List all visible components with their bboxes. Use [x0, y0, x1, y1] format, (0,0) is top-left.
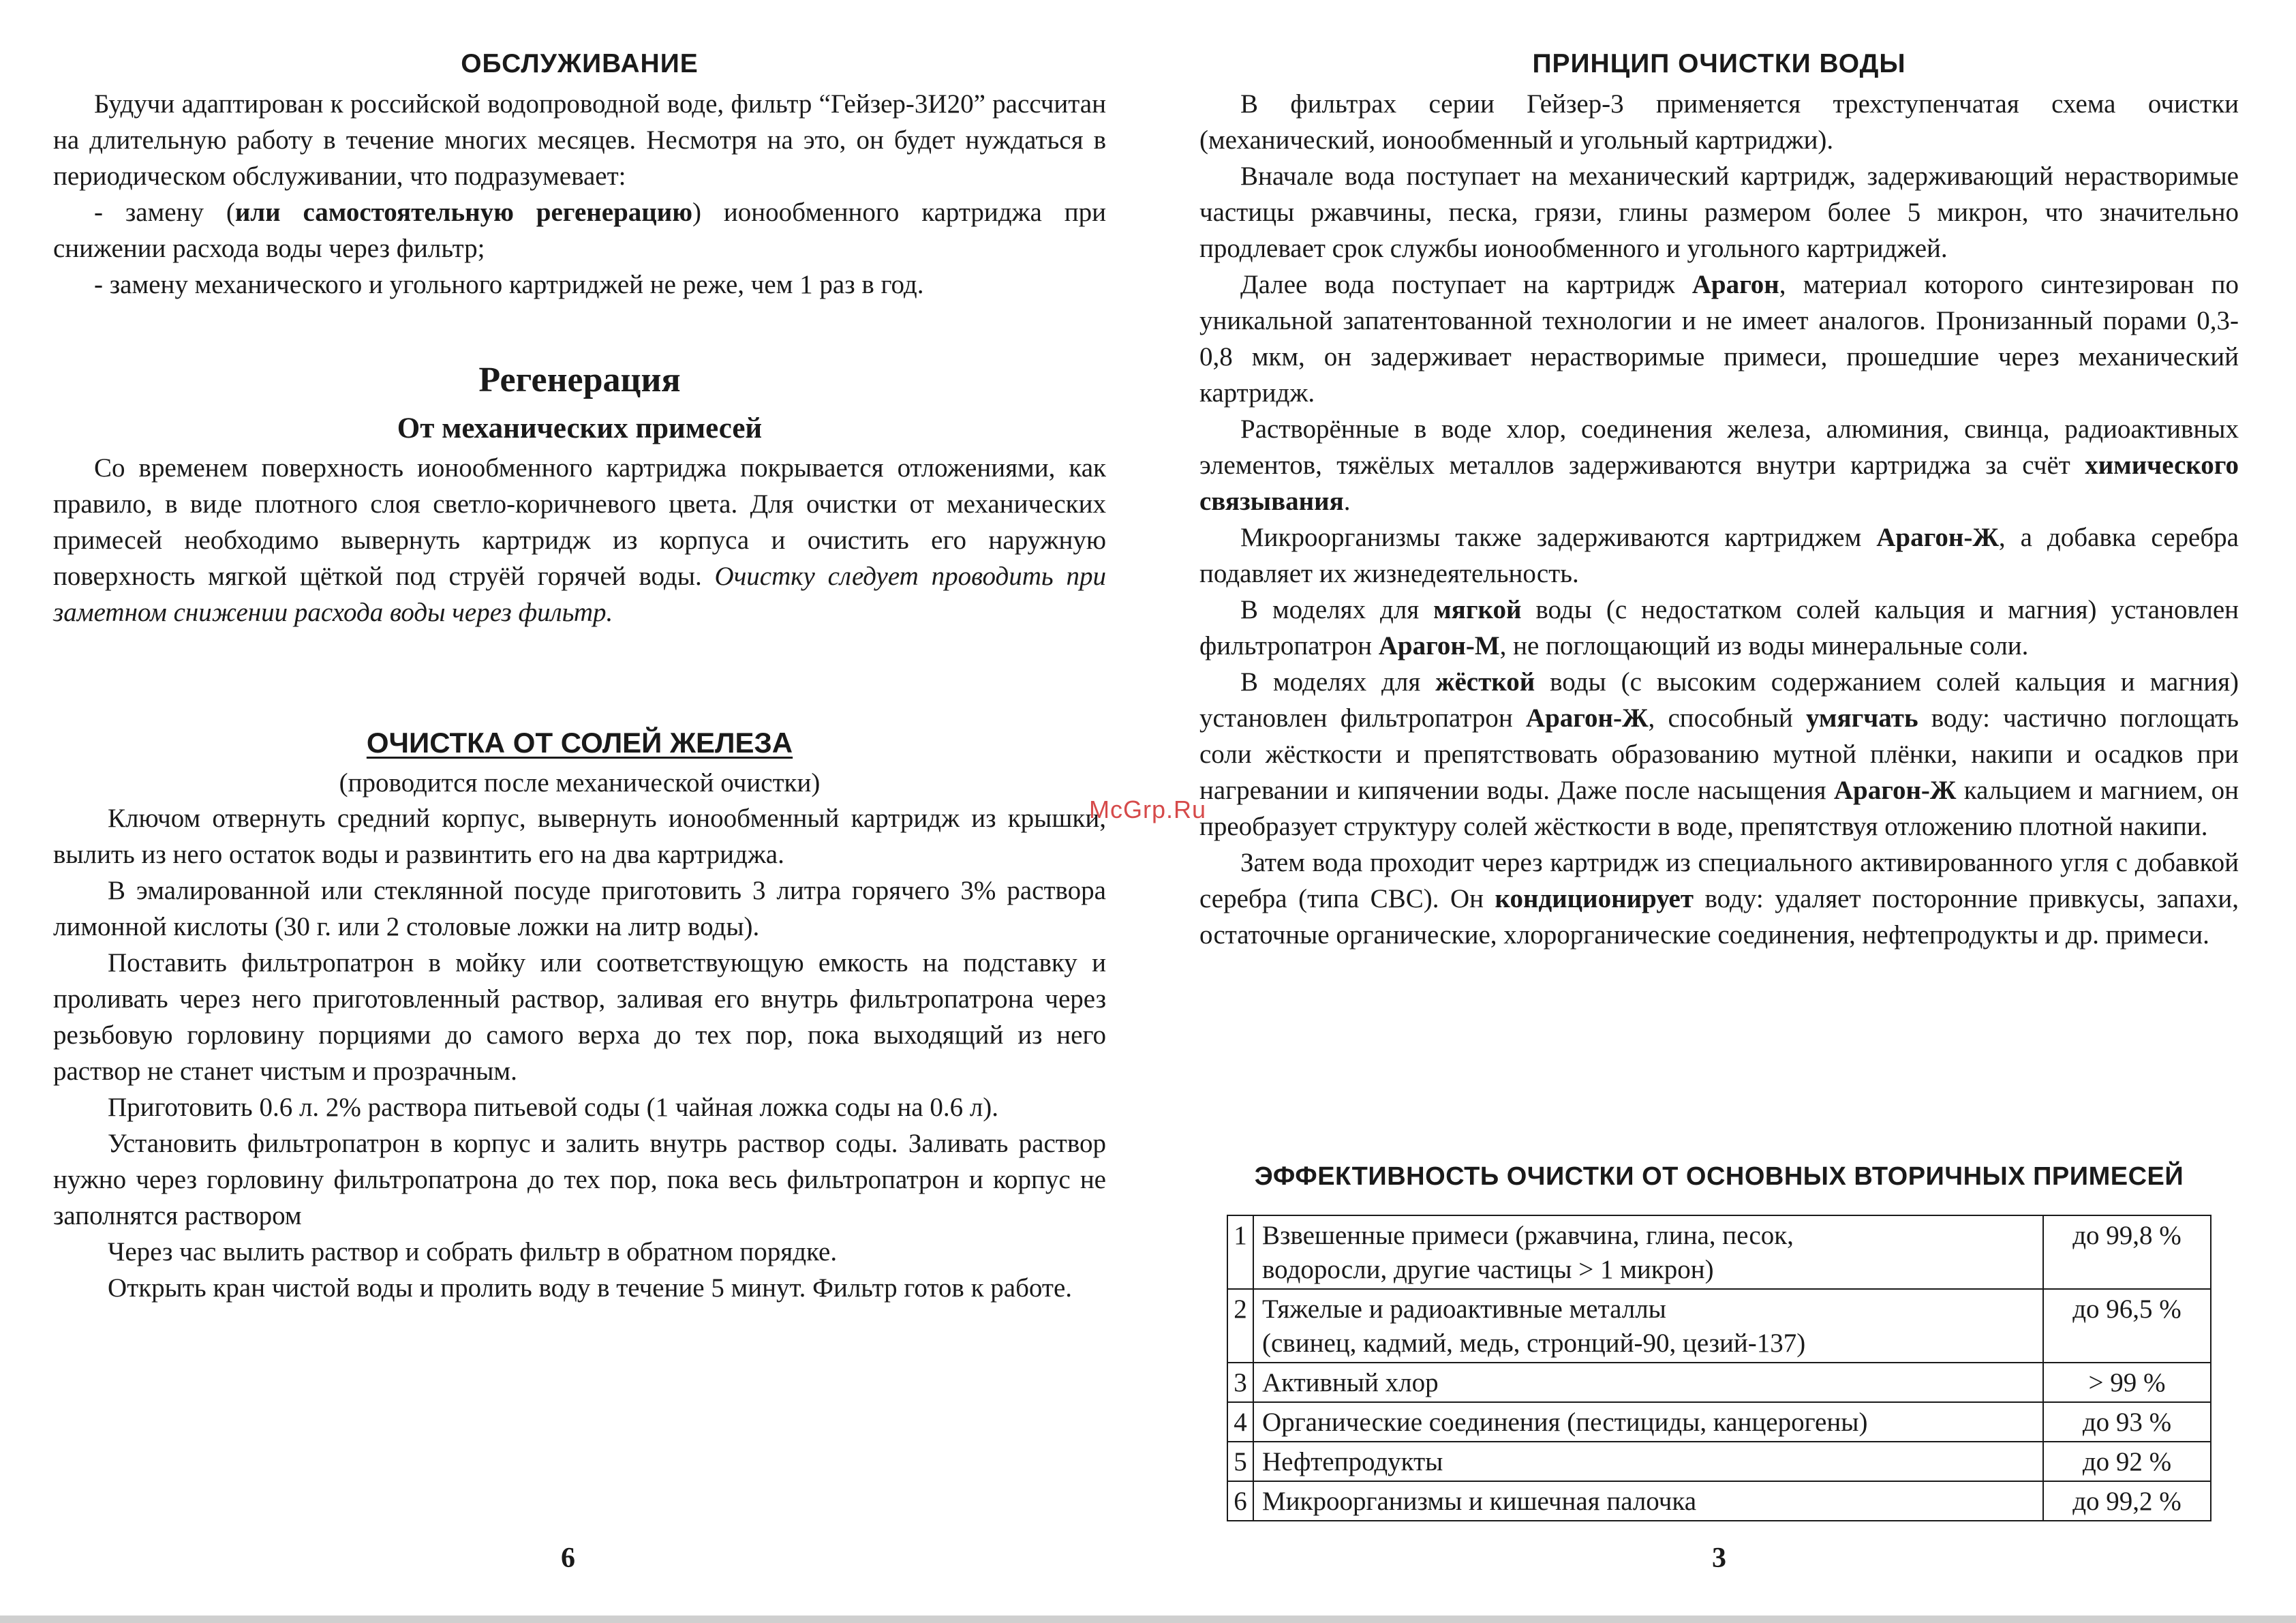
contaminant-detail: водоросли, другие частицы > 1 микрон) [1262, 1255, 1714, 1284]
principle-p7: В моделях для жёсткой воды (с высоким содержанием солей кальция и магния) установлен фильтропатрон Арагон-Ж, способный умягчать воду: частично поглощать соли жёсткости и препятствовать образованию мутной плёнки, накипи и осадков при нагревании и кипячении воды. Даже после насыщения Арагон-Ж кальцием и магнием, он преобразует структуру солей жёсткости в воде, препятствуя отложению плотной накипи. [1199, 667, 2239, 841]
right-page [1199, 0, 2239, 1623]
efficiency-value: до 99,2 % [2043, 1481, 2211, 1521]
efficiency-row [1227, 1402, 2211, 1442]
service-bullet-1-bold: или самостоятельную регенерацию [234, 198, 693, 227]
regen-italic-note: Очистку следует проводить при заметном снижении расхода воды через фильтр. [53, 562, 1106, 627]
row-number: 4 [1227, 1402, 1253, 1442]
watermark: McGrp.Ru [1089, 795, 1207, 823]
service-heading: ОБСЛУЖИВАНИЕ [461, 49, 699, 78]
principle-p4: Растворённые в воде хлор, соединения железа, алюминия, свинца, радиоактивных элементов, тяжёлых металлов задерживаются внутри картриджа за счёт химического связывания. [1199, 414, 2239, 516]
iron-step-1: Ключом отвернуть средний корпус, вывернуть ионообменный картридж из крышки, вылить из него остаток воды и развинтить его на два картриджа. [53, 804, 1106, 869]
principle-p1: В фильтрах серии Гейзер-3 применяется трехступенчатая схема очистки (механический, ионообменный и угольный картриджи). [1199, 89, 2239, 155]
principle-p3: Далее вода поступает на картридж Арагон, материал которого синтезирован по уникальной запатентованной технологии и не имеет аналогов. Пронизанный порами 0,3-0,8 мкм, он задерживает нерастворимые примеси, прошедшие через механический картридж. [1199, 270, 2239, 408]
left-page [53, 0, 1106, 1623]
efficiency-value: до 93 % [2043, 1402, 2211, 1442]
efficiency-row [1227, 1363, 2211, 1402]
row-number: 1 [1227, 1215, 1253, 1289]
row-number: 2 [1227, 1289, 1253, 1363]
page-number-right: 3 [1712, 1543, 1726, 1574]
service-bullet-2: - замену механического и угольного картриджей не реже, чем 1 раз в год. [94, 270, 924, 299]
service-bullet-1: - замену (или самостоятельную регенерацию) ионообменного картриджа при снижении расхода воды через фильтр; [53, 198, 1106, 263]
iron-step-2: В эмалированной или стеклянной посуде приготовить 3 литра горячего 3% раствора лимонной кислоты (30 г. или 2 столовые ложки на литр воды). [53, 876, 1106, 941]
efficiency-table [1227, 1215, 2211, 1521]
contaminant-name: Взвешенные примеси (ржавчина, глина, песок, [1262, 1221, 1794, 1250]
contaminant-name: Микроорганизмы и кишечная палочка [1262, 1487, 1697, 1516]
iron-section [53, 800, 1106, 1306]
iron-step-7: Открыть кран чистой воды и пролить воду в течение 5 минут. Фильтр готов к работе. [108, 1273, 1073, 1303]
efficiency-value: > 99 % [2043, 1363, 2211, 1402]
row-number: 5 [1227, 1442, 1253, 1481]
efficiency-table-wrap [1227, 1215, 2211, 1521]
regen-text: Со временем поверхность ионообменного картриджа покрывается отложениями, как правило, в виде плотного слоя светло-коричневого цвета. Для очистки от механических примесей необходимо вывернуть картридж из корпуса и очистить его наружную поверхность мягкой щёткой под струёй горячей воды. Очистку следует проводить при заметном снижении расхода воды через фильтр. [53, 453, 1106, 627]
efficiency-row [1227, 1289, 2211, 1363]
efficiency-row [1227, 1442, 2211, 1481]
contaminant-detail: (свинец, кадмий, медь, стронций-90, цезий-137) [1262, 1329, 1806, 1358]
efficiency-value: до 92 % [2043, 1442, 2211, 1481]
contaminant-cell [1253, 1442, 2043, 1481]
efficiency-value: до 96,5 % [2043, 1289, 2211, 1363]
contaminant-cell [1253, 1289, 2043, 1363]
service-intro: Будучи адаптирован к российской водопроводной воде, фильтр “Гейзер-3И20” рассчитан на длительную работу в течение многих месяцев. Несмотря на это, он будет нуждаться в периодическом обслуживании, что подразумевает: [53, 89, 1106, 191]
contaminant-name: Органические соединения (пестициды, канцерогены) [1262, 1408, 1868, 1437]
principle-heading: ПРИНЦИП ОЧИСТКИ ВОДЫ [1532, 49, 1906, 78]
efficiency-row [1227, 1481, 2211, 1521]
contaminant-cell [1253, 1402, 2043, 1442]
principle-section [1199, 86, 2239, 953]
iron-step-3: Поставить фильтропатрон в мойку или соответствующую емкость на подставку и проливать через него приготовленный раствор, заливая его внутрь фильтропатрона через резьбовую горловину порциями до самого верха до тех пор, пока выходящий из него раствор не станет чистым и прозрачным. [53, 948, 1106, 1086]
iron-subheading: (проводится после механической очистки) [339, 768, 821, 798]
service-section [53, 86, 1106, 303]
principle-p8: Затем вода проходит через картридж из специального активированного угля с добавкой серебра (типа СВС). Он кондиционирует воду: удаляет посторонние привкусы, запахи, остаточные органические, хлорорганические соединения, нефтепродукты и др. примеси. [1199, 848, 2239, 950]
contaminant-name: Тяжелые и радиоактивные металлы [1262, 1294, 1666, 1324]
principle-p5: Микроорганизмы также задерживаются картриджем Арагон-Ж, а добавка серебра подавляет их жизнедеятельность. [1199, 523, 2239, 588]
contaminant-cell [1253, 1481, 2043, 1521]
efficiency-row [1227, 1215, 2211, 1289]
regen-heading: Регенерация [478, 361, 681, 399]
row-number: 3 [1227, 1363, 1253, 1402]
principle-p2: Вначале вода поступает на механический картридж, задерживающий нерастворимые частицы ржавчины, песка, грязи, глины размером более 5 микрон, что значительно продлевает срок службы ионообменного и угольного картриджей. [1199, 162, 2239, 263]
contaminant-cell [1253, 1215, 2043, 1289]
iron-step-5: Установить фильтропатрон в корпус и залить внутрь раствор соды. Заливать раствор нужно через горловину фильтропатрона до тех пор, пока весь фильтропатрон и корпус не заполнятся раствором [53, 1129, 1106, 1230]
efficiency-heading: ЭФФЕКТИВНОСТЬ ОЧИСТКИ ОТ ОСНОВНЫХ ВТОРИЧНЫХ ПРИМЕСЕЙ [1254, 1162, 2184, 1191]
regen-section [53, 450, 1106, 631]
contaminant-name: Нефтепродукты [1262, 1447, 1443, 1476]
iron-step-4: Приготовить 0.6 л. 2% раствора питьевой соды (1 чайная ложка соды на 0.6 л). [108, 1093, 999, 1122]
bottom-edge-shadow [0, 1616, 2296, 1623]
iron-heading: ОЧИСТКА ОТ СОЛЕЙ ЖЕЛЕЗА [366, 727, 793, 759]
page-number-left: 6 [561, 1543, 575, 1574]
iron-step-6: Через час вылить раствор и собрать фильтр в обратном порядке. [108, 1237, 838, 1266]
row-number: 6 [1227, 1481, 1253, 1521]
principle-p6: В моделях для мягкой воды (с недостатком солей кальция и магния) установлен фильтропатрон Арагон-М, не поглощающий из воды минеральные соли. [1199, 595, 2239, 661]
contaminant-name: Активный хлор [1262, 1368, 1439, 1397]
efficiency-value: до 99,8 % [2043, 1215, 2211, 1289]
regen-subheading: От механических примесей [397, 412, 763, 444]
contaminant-cell [1253, 1363, 2043, 1402]
